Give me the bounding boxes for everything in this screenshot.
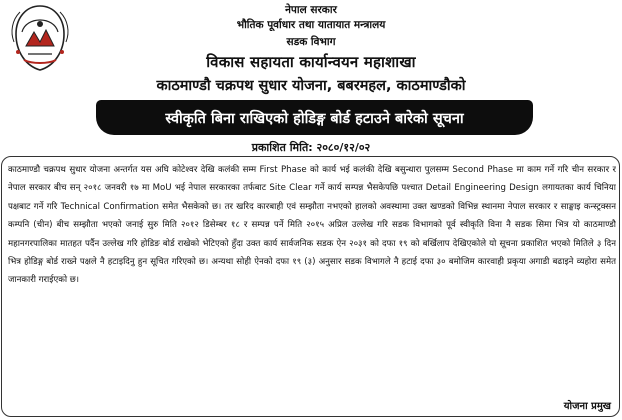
project-office-name: काठमाण्डौ चक्रपथ सुधार योजना, बबरमहल, काठमाण्डौको [156, 78, 466, 94]
notice-title-banner [96, 100, 533, 135]
government-name: नेपाल सरकार [285, 4, 337, 16]
division-name: विकास सहायता कार्यान्वयन महाशाखा [206, 53, 416, 71]
department-name: सडक विभाग [286, 36, 336, 48]
signatory-title: योजना प्रमुख [563, 401, 611, 412]
published-date: प्रकाशित मिति: २०८०/१२/०२ [251, 141, 371, 154]
notice-title: स्वीकृति बिना राखिएको होडिङ्ग बोर्ड हटाउने बारेको सूचना [165, 110, 464, 127]
ministry-name: भौतिक पूर्वाधार तथा यातायात मन्त्रालय [236, 19, 386, 31]
notice-body-box [1, 156, 620, 417]
notice-body-text: काठमाण्डौ चक्रपथ सुधार योजना अन्तर्गत यस अघि कोटेश्वर देखि कलंकी सम्म First Phase को कार्य भई कलंकी देखि बसुन्धारा पुलसम्म Second Phase मा काम गर्ने गरि चीन सरकार र नेपाल सरकार बीच सन् २०१८ जनवरी १७ मा MoU भई नेपाल सरकारका तर्फबाट Site Clear गर्ने कार्य सम्पन्न भैसकेपछि पश्चात Detail Engineering Design लगायतका कार्य चिनिया पक्षबाट गर्ने गरि Technical Confirmation समेत भैसकेको छ। तर खरिद कारबाही एवं सम्झौता नभएको हालको अवस्थामा उक्त खण्डको विभिन्न स्थानमा नेपाल सरकार र साङ्घाइ कन्स्ट्रक्सन कम्पनि (चीन) बीच सम्झौता भएको जनाई सुरु मिति २०१२ डिसेम्बर १८ र सम्पन्न पर्ने मिति २०१५ अप्रिल उल्लेख गरि सडक विभागको पूर्व स्वीकृति विना नै सडक सिमा भित्र यो काठमाण्डौ महानगरपालिका मातहत पर्दैन उल्लेख गरि होडिङ बोर्ड राखेको भेटिएको हुँदा उक्त कार्य सार्वजनिक सडक ऐन २०३१ को दफा १९ को बर्खिलाप देखिएकोले यो सूचना प्रकाशित भएको मितिले ३ दिन भित्र होडिङ्ग बोर्ड राख्ने पक्षले नै हटाइदिनु हुन सूचित गरिएको छ। अन्यथा सोही ऐनको दफा १९ (३) अनुसार सडक विभागले नै हटाई दफा ३० बमोजिम कारवाही प्रकृया अगाडी बढाइने व्यहोरा समेत जानकारी गराईएको छ। [8, 165, 616, 286]
